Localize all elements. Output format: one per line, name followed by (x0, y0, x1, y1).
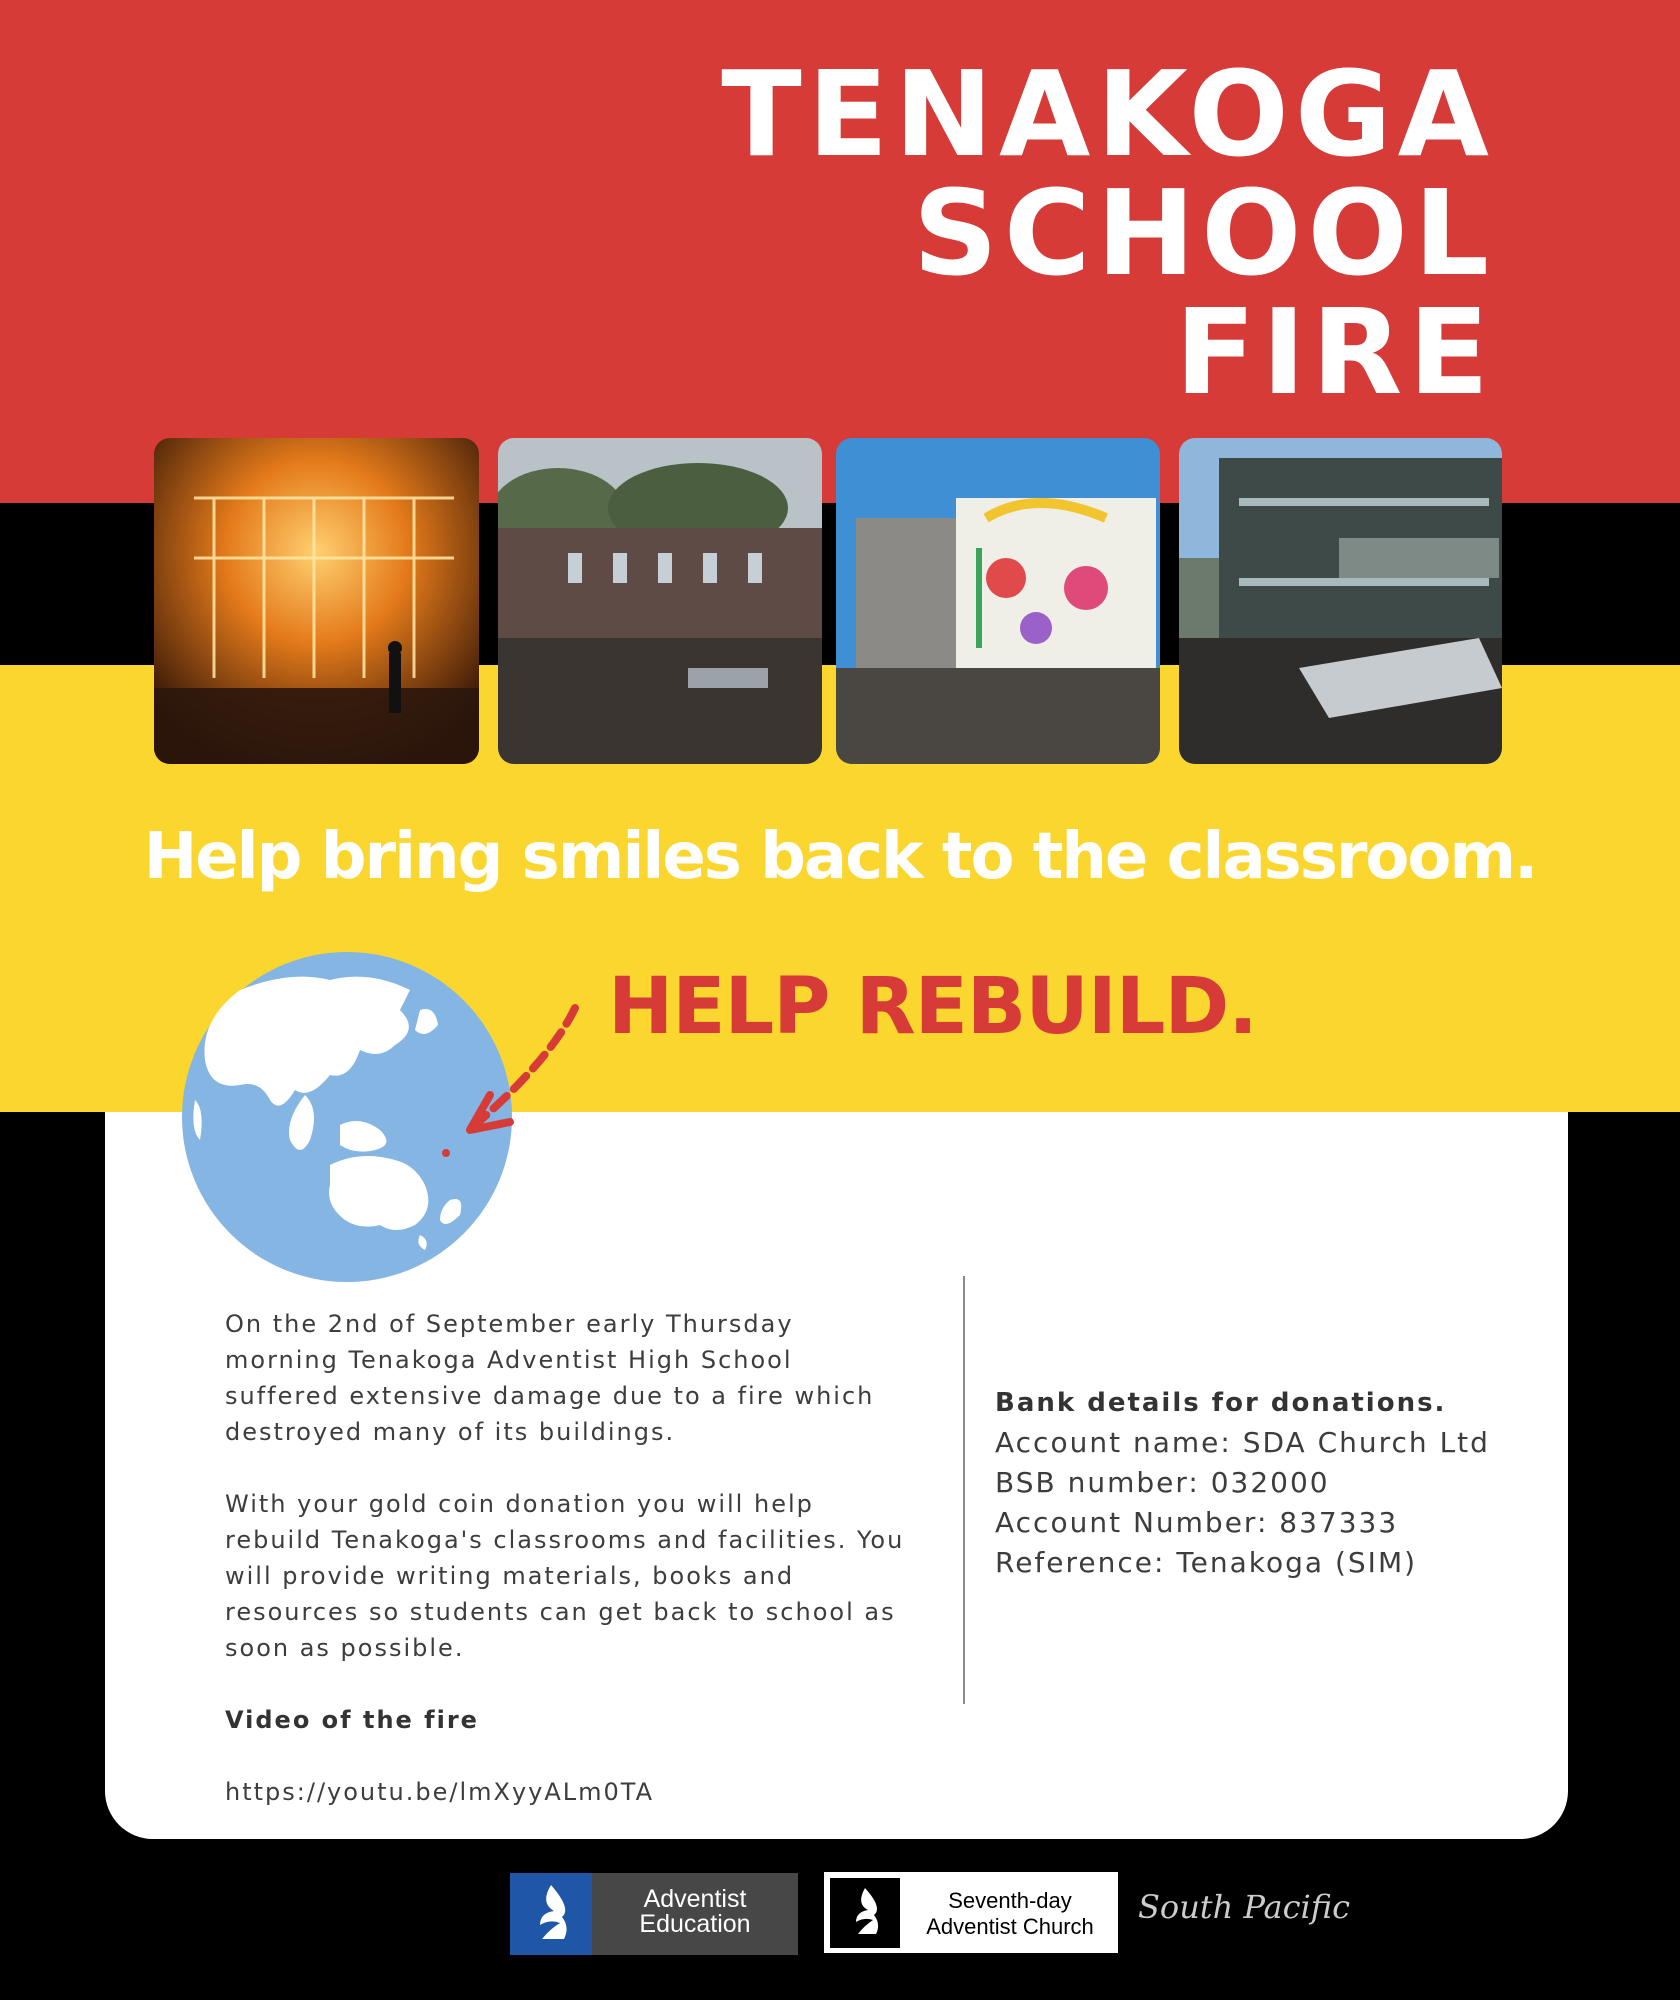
video-title: Video of the fire (225, 1706, 479, 1734)
sda-line-2: Adventist Church (926, 1914, 1094, 1939)
bank-details-title: Bank details for donations. (995, 1388, 1447, 1418)
bank-account-number: Account Number: 837333 (995, 1506, 1399, 1539)
title-line-3: FIRE (1175, 283, 1495, 421)
title-line-2: SCHOOL (912, 164, 1495, 302)
sda-church-logo (822, 1870, 1120, 1955)
south-pacific-signature: South Pacific (1138, 1888, 1351, 1926)
sda-line-1: Seventh-day (948, 1888, 1072, 1913)
bank-bsb: BSB number: 032000 (995, 1466, 1330, 1499)
help-rebuild-heading: HELP REBUILD. (608, 962, 1257, 1052)
photo-damaged-building (1179, 438, 1502, 764)
video-link[interactable]: https://youtu.be/lmXyyALm0TA (225, 1778, 655, 1806)
story-text (225, 1306, 905, 1846)
adventist-education-logo (510, 1873, 798, 1955)
ae-line-2: Education (639, 1910, 751, 1938)
bank-account-name: Account name: SDA Church Ltd (995, 1426, 1490, 1459)
bank-details (995, 1383, 1490, 1583)
adventist-flame-icon (510, 1873, 592, 1955)
story-paragraph-1: On the 2nd of September early Thursday morning Tenakoga Adventist High School suffered extensive damage due to a fire which destroyed many of its buildings. (225, 1310, 875, 1446)
page-title (721, 45, 1495, 421)
tagline: Help bring smiles back to the classroom. (143, 820, 1537, 894)
bank-reference: Reference: Tenakoga (SIM) (995, 1546, 1418, 1579)
location-arrow-icon (440, 1000, 590, 1150)
column-divider (963, 1276, 965, 1704)
story-paragraph-2: With your gold coin donation you will help rebuild Tenakoga's classrooms and facilities. You will provide writing materials, books and resources so students can get back to school as soon as possible. (225, 1490, 905, 1662)
photo-burning-building (154, 438, 479, 764)
photo-burnt-shell (498, 438, 822, 764)
sda-flame-icon (830, 1878, 900, 1948)
photo-mural-wall (836, 438, 1160, 764)
title-line-1: TENAKOGA (721, 45, 1495, 183)
ae-line-1: Adventist (643, 1885, 747, 1913)
